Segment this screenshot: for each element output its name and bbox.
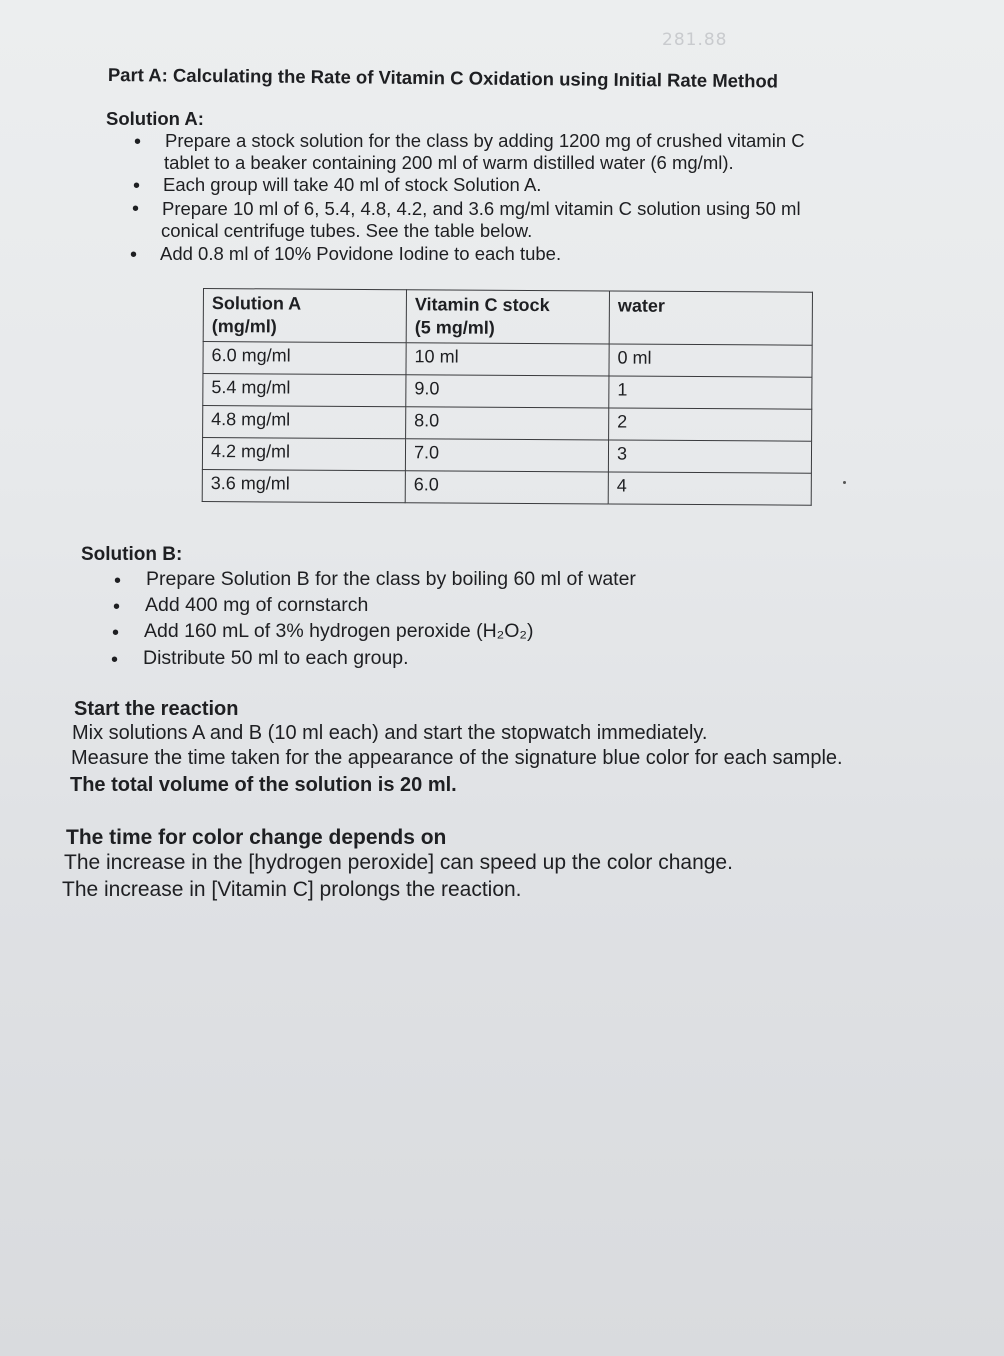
table-cell: 6.0 <box>405 471 608 504</box>
start-reaction-heading: Start the reaction <box>74 698 239 720</box>
table-header-row <box>203 289 812 346</box>
solution-a-item-1-line-1: Prepare a stock solution for the class by adding 1200 mg of crushed vitamin C <box>165 130 805 151</box>
solution-a-item-1-line-2: tablet to a beaker containing 200 ml of warm distilled water (6 mg/ml). <box>164 152 734 173</box>
solution-a-item-3-line-2: conical centrifuge tubes. See the table below. <box>161 220 533 241</box>
header-line: water <box>617 295 665 316</box>
color-change-heading: The time for color change depends on <box>66 826 447 849</box>
header-line: (5 mg/ml) <box>414 317 495 338</box>
bullet-marker: • <box>130 244 138 266</box>
header-line: (mg/ml) <box>211 316 277 337</box>
solution-b-item-1: Prepare Solution B for the class by boiling 60 ml of water <box>146 568 636 590</box>
start-reaction-line-3: The total volume of the solution is 20 ml. <box>70 774 457 796</box>
bullet-marker: • <box>111 649 119 671</box>
table-cell: 4 <box>608 472 811 505</box>
table-cell: 6.0 mg/ml <box>203 342 406 375</box>
start-reaction-line-1: Mix solutions A and B (10 ml each) and start the stopwatch immediately. <box>72 722 708 744</box>
stray-mark <box>843 481 846 484</box>
table-row <box>202 469 811 505</box>
table-row <box>203 374 812 410</box>
color-change-line-1: The increase in the [hydrogen peroxide] can speed up the color change. <box>64 851 733 874</box>
table-cell: 10 ml <box>406 343 609 376</box>
solution-a-item-2: Each group will take 40 ml of stock Solution A. <box>163 174 542 195</box>
table-cell: 7.0 <box>405 439 608 472</box>
solution-b-item-2: Add 400 mg of cornstarch <box>145 594 369 616</box>
solution-b-item-3: Add 160 mL of 3% hydrogen peroxide (H₂O₂) <box>144 620 534 642</box>
solution-a-item-4: Add 0.8 ml of 10% Povidone Iodine to each tube. <box>160 243 562 264</box>
bullet-marker: • <box>132 198 140 220</box>
header-line: Vitamin C stock <box>414 294 550 316</box>
table-cell: 3.6 mg/ml <box>202 469 405 502</box>
bullet-marker: • <box>113 596 121 618</box>
page-title: Part A: Calculating the Rate of Vitamin C Oxidation using Initial Rate Method <box>107 64 779 92</box>
header-line: Solution A <box>211 293 302 314</box>
table-cell: 2 <box>609 408 812 441</box>
table-cell: 1 <box>609 376 812 409</box>
start-reaction-line-2: Measure the time taken for the appearance of the signature blue color for each sample. <box>71 747 843 769</box>
table-row <box>203 342 812 378</box>
table-row <box>203 406 812 442</box>
table-header-water <box>609 291 812 345</box>
faint-handwritten-note: 281.88 <box>662 30 728 50</box>
table-cell: 9.0 <box>406 375 609 408</box>
bullet-marker: • <box>133 175 141 197</box>
table-header-vitamin-c-stock <box>406 290 609 344</box>
bullet-marker: • <box>114 570 122 592</box>
color-change-line-2: The increase in [Vitamin C] prolongs the reaction. <box>62 878 522 901</box>
table-cell: 3 <box>608 440 811 473</box>
table-cell: 4.2 mg/ml <box>202 438 405 471</box>
table-row <box>202 438 811 474</box>
table-cell: 5.4 mg/ml <box>203 374 406 407</box>
bullet-marker: • <box>112 622 120 644</box>
table-cell: 4.8 mg/ml <box>203 406 406 439</box>
table-header-solution-a <box>203 289 406 343</box>
solution-b-item-4: Distribute 50 ml to each group. <box>143 647 409 669</box>
bullet-marker: • <box>134 131 142 153</box>
dilution-table <box>202 288 813 506</box>
solution-b-heading: Solution B: <box>81 544 183 565</box>
table-cell: 0 ml <box>609 344 812 377</box>
table-cell: 8.0 <box>406 407 609 440</box>
solution-a-item-3-line-1: Prepare 10 ml of 6, 5.4, 4.8, 4.2, and 3.6 mg/ml vitamin C solution using 50 ml <box>162 198 801 219</box>
solution-a-heading: Solution A: <box>106 108 204 129</box>
